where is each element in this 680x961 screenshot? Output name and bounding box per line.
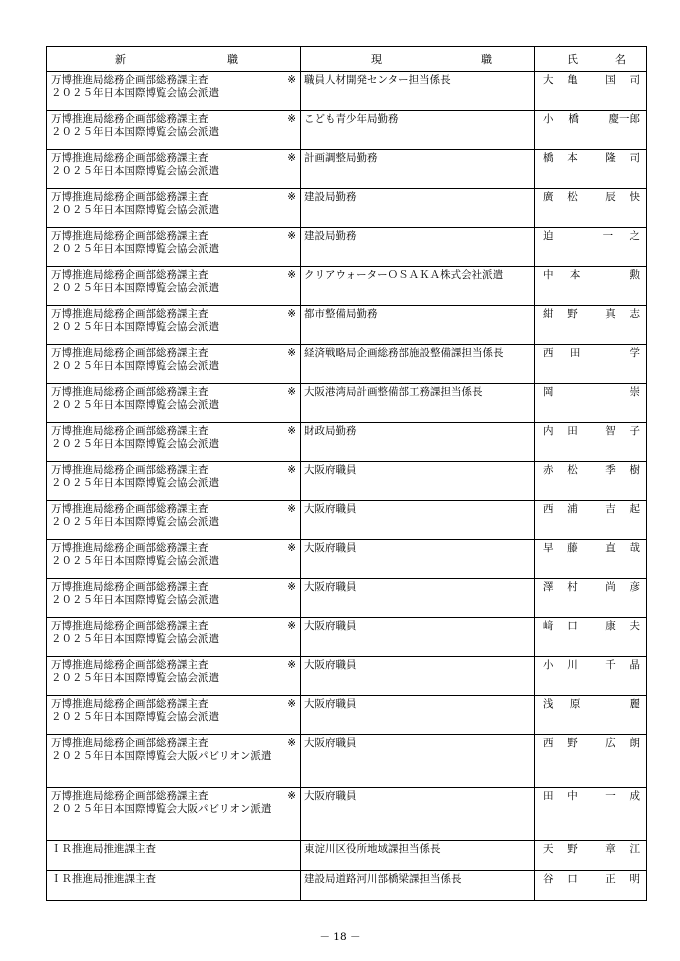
name-char: 子 — [629, 425, 640, 437]
note-mark: ※ — [287, 347, 296, 359]
new-position-line1: 万博推進局総務企画部総務課主査 — [51, 386, 209, 398]
name-char: 千 — [605, 659, 616, 671]
name-cell — [535, 72, 647, 111]
name-char: 野 — [567, 308, 578, 320]
name-char: 橋 — [543, 152, 554, 164]
new-position-line1: ＩＲ推進局推進課主査 — [51, 873, 156, 885]
new-position-line1: 万博推進局総務企画部総務課主査 — [51, 581, 209, 593]
name-char: 智 — [605, 425, 616, 437]
new-position-line2: ２０２５年日本国際博覧会協会派遣 — [51, 633, 219, 645]
name-char: 紺 — [543, 308, 554, 320]
name-char: 江 — [629, 843, 640, 855]
table-row — [47, 306, 647, 345]
name-char: 哉 — [629, 542, 640, 554]
name-char: 小 — [543, 659, 554, 671]
table-row — [47, 696, 647, 735]
name-char: 小 — [543, 113, 554, 125]
note-mark: ※ — [287, 230, 296, 242]
current-position-cell: 大阪府職員 — [301, 618, 535, 657]
name-char: 廣 — [543, 191, 554, 203]
name-cell — [535, 871, 647, 901]
table-row — [47, 462, 647, 501]
name-char: 中 — [567, 790, 578, 802]
name-cell — [535, 267, 647, 306]
name-char: 司 — [629, 74, 640, 86]
name-char: 真 — [605, 308, 616, 320]
new-position-line1: 万博推進局総務企画部総務課主査 — [51, 542, 209, 554]
name-cell — [535, 462, 647, 501]
new-position-line2: ２０２５年日本国際博覧会協会派遣 — [51, 477, 219, 489]
new-position-cell — [47, 111, 301, 150]
new-position-cell — [47, 696, 301, 735]
current-position-cell: 大阪府職員 — [301, 540, 535, 579]
new-position-cell — [47, 579, 301, 618]
new-position-line1: 万博推進局総務企画部総務課主査 — [51, 74, 209, 86]
name-char: 一 — [605, 790, 616, 802]
name-cell — [535, 735, 647, 788]
name-char: 之 — [629, 230, 640, 242]
table-row — [47, 72, 647, 111]
name-char: 田 — [543, 790, 554, 802]
new-position-cell — [47, 306, 301, 345]
current-position-cell: 財政局勤務 — [301, 423, 535, 462]
table-row — [47, 267, 647, 306]
note-mark: ※ — [287, 269, 296, 281]
new-position-line1: 万博推進局総務企画部総務課主査 — [51, 659, 209, 671]
name-char: 章 — [605, 843, 616, 855]
new-position-line2: ２０２５年日本国際博覧会協会派遣 — [51, 672, 219, 684]
new-position-cell — [47, 384, 301, 423]
name-char: 国 — [605, 74, 616, 86]
new-position-line1: 万博推進局総務企画部総務課主査 — [51, 308, 209, 320]
current-position-cell: 職員人材開発センター担当係長 — [301, 72, 535, 111]
new-position-line2: ２０２５年日本国際博覧会大阪パビリオン派遣 — [51, 803, 272, 815]
name-char: 早 — [543, 542, 554, 554]
name-char: 野 — [567, 737, 578, 749]
name-cell — [535, 618, 647, 657]
name-char: 亀 — [567, 74, 578, 86]
name-char: 西 — [543, 347, 554, 359]
table-row — [47, 871, 647, 901]
new-position-line1: 万博推進局総務企画部総務課主査 — [51, 737, 209, 749]
name-char: 口 — [567, 620, 578, 632]
header-new-position: 新 職 — [47, 47, 301, 72]
name-char: 中 — [543, 269, 554, 281]
page-number: － 18 － — [319, 931, 361, 943]
name-char: 大 — [543, 74, 554, 86]
name-char: 樹 — [629, 464, 640, 476]
new-position-line2: ２０２５年日本国際博覧会協会派遣 — [51, 243, 219, 255]
new-position-line1: 万博推進局総務企画部総務課主査 — [51, 191, 209, 203]
name-cell — [535, 579, 647, 618]
table-row — [47, 150, 647, 189]
new-position-line1: 万博推進局総務企画部総務課主査 — [51, 113, 209, 125]
current-position-cell: 建設局勤務 — [301, 189, 535, 228]
table-row — [47, 189, 647, 228]
new-position-cell — [47, 871, 301, 901]
new-position-cell — [47, 228, 301, 267]
note-mark: ※ — [287, 113, 296, 125]
new-position-line2: ２０２５年日本国際博覧会協会派遣 — [51, 711, 219, 723]
name-char: 学 — [629, 347, 640, 359]
table-row — [47, 618, 647, 657]
name-char: 橋 — [568, 113, 579, 125]
table-row — [47, 228, 647, 267]
new-position-line2: ２０２５年日本国際博覧会協会派遣 — [51, 282, 219, 294]
note-mark: ※ — [287, 737, 296, 749]
new-position-line2: ２０２５年日本国際博覧会協会派遣 — [51, 516, 219, 528]
new-position-cell — [47, 462, 301, 501]
new-position-line1: 万博推進局総務企画部総務課主査 — [51, 269, 209, 281]
new-position-line1: 万博推進局総務企画部総務課主査 — [51, 464, 209, 476]
note-mark: ※ — [287, 620, 296, 632]
new-position-line2: ２０２５年日本国際博覧会協会派遣 — [51, 165, 219, 177]
name-char: 直 — [605, 542, 616, 554]
current-position-cell: 大阪府職員 — [301, 735, 535, 788]
current-position-cell: 大阪港湾局計画整備部工務課担当係長 — [301, 384, 535, 423]
note-mark: ※ — [287, 191, 296, 203]
name-char: 本 — [567, 152, 578, 164]
name-char: 晶 — [629, 659, 640, 671]
current-position-cell: クリアウォーターＯＳＡＫＡ株式会社派遣 — [301, 267, 535, 306]
name-char: 勲 — [629, 269, 640, 281]
name-char: 尚 — [605, 581, 616, 593]
note-mark: ※ — [287, 464, 296, 476]
name-char: 辰 — [605, 191, 616, 203]
name-char: 広 — [605, 737, 616, 749]
table-row — [47, 657, 647, 696]
note-mark: ※ — [287, 425, 296, 437]
note-mark: ※ — [287, 581, 296, 593]
new-position-cell — [47, 150, 301, 189]
name-cell — [535, 345, 647, 384]
header-name: 氏 名 — [535, 47, 647, 72]
name-char: 浦 — [567, 503, 578, 515]
note-mark: ※ — [287, 74, 296, 86]
name-char: 野 — [567, 843, 578, 855]
new-position-line1: 万博推進局総務企画部総務課主査 — [51, 790, 209, 802]
new-position-cell — [47, 345, 301, 384]
name-char: 﨑 — [543, 620, 554, 632]
name-char: 赤 — [543, 464, 554, 476]
name-char: 一 — [602, 230, 614, 242]
new-position-line1: 万博推進局総務企画部総務課主査 — [51, 620, 209, 632]
note-mark: ※ — [287, 308, 296, 320]
name-char: 成 — [629, 790, 640, 802]
note-mark: ※ — [287, 152, 296, 164]
new-position-cell — [47, 423, 301, 462]
current-position-cell: 大阪府職員 — [301, 579, 535, 618]
header-row — [47, 47, 647, 72]
new-position-line1: 万博推進局総務企画部総務課主査 — [51, 698, 209, 710]
name-char: 松 — [567, 464, 578, 476]
current-position-cell: 大阪府職員 — [301, 657, 535, 696]
note-mark: ※ — [287, 790, 296, 802]
new-position-line1: 万博推進局総務企画部総務課主査 — [51, 425, 209, 437]
name-char: 澤 — [543, 581, 554, 593]
note-mark: ※ — [287, 503, 296, 515]
new-position-cell — [47, 189, 301, 228]
name-char: 谷 — [543, 873, 554, 885]
name-cell — [535, 189, 647, 228]
new-position-line1: 万博推進局総務企画部総務課主査 — [51, 152, 209, 164]
name-cell — [535, 228, 647, 267]
new-position-line2: ２０２５年日本国際博覧会協会派遣 — [51, 360, 219, 372]
new-position-cell — [47, 618, 301, 657]
name-char: 季 — [605, 464, 616, 476]
new-position-cell — [47, 841, 301, 871]
personnel-table — [46, 46, 647, 901]
header-current-position: 現 職 — [301, 47, 535, 72]
name-cell — [535, 696, 647, 735]
current-position-cell: 大阪府職員 — [301, 788, 535, 841]
name-cell — [535, 788, 647, 841]
name-char: 原 — [569, 698, 581, 710]
name-cell — [535, 150, 647, 189]
table-row — [47, 345, 647, 384]
new-position-line2: ２０２５年日本国際博覧会協会派遣 — [51, 399, 219, 411]
table-row — [47, 841, 647, 871]
new-position-line2: ２０２５年日本国際博覧会協会派遣 — [51, 204, 219, 216]
current-position-cell: 建設局勤務 — [301, 228, 535, 267]
note-mark: ※ — [287, 542, 296, 554]
new-position-cell — [47, 540, 301, 579]
name-char: 天 — [543, 843, 554, 855]
current-position-cell: 経済戦略局企画総務部施設整備課担当係長 — [301, 345, 535, 384]
name-cell — [535, 540, 647, 579]
name-char: 隆 — [605, 152, 616, 164]
new-position-cell — [47, 267, 301, 306]
new-position-line1: ＩＲ推進局推進課主査 — [51, 843, 156, 855]
current-position-cell: 東淀川区役所地域課担当係長 — [301, 841, 535, 871]
new-position-line2: ２０２５年日本国際博覧会協会派遣 — [51, 438, 219, 450]
name-char: 藤 — [567, 542, 578, 554]
new-position-line2: ２０２５年日本国際博覧会協会派遣 — [51, 87, 219, 99]
name-char: 本 — [569, 269, 581, 281]
table-row — [47, 384, 647, 423]
table-row — [47, 423, 647, 462]
name-char: 迫 — [543, 230, 554, 242]
name-char: 田 — [569, 347, 581, 359]
current-position-cell: 都市整備局勤務 — [301, 306, 535, 345]
name-char: 村 — [567, 581, 578, 593]
name-char: 崇 — [629, 386, 640, 398]
name-cell — [535, 501, 647, 540]
name-char: 朗 — [629, 737, 640, 749]
current-position-cell: 大阪府職員 — [301, 696, 535, 735]
table-row — [47, 579, 647, 618]
current-position-cell: 建設局道路河川部橋梁課担当係長 — [301, 871, 535, 901]
table-row — [47, 788, 647, 841]
new-position-cell — [47, 501, 301, 540]
table-row — [47, 540, 647, 579]
name-char: 司 — [629, 152, 640, 164]
new-position-line2: ２０２５年日本国際博覧会協会派遣 — [51, 555, 219, 567]
name-char: 明 — [629, 873, 640, 885]
table-row — [47, 501, 647, 540]
name-cell — [535, 657, 647, 696]
name-char: 慶一郎 — [608, 113, 640, 125]
name-cell — [535, 841, 647, 871]
new-position-line2: ２０２５年日本国際博覧会協会派遣 — [51, 126, 219, 138]
name-char: 松 — [567, 191, 578, 203]
name-char: 田 — [567, 425, 578, 437]
name-char: 彦 — [629, 581, 640, 593]
name-char: 口 — [567, 873, 578, 885]
name-char: 内 — [543, 425, 554, 437]
name-char: 快 — [629, 191, 640, 203]
name-char: 川 — [567, 659, 578, 671]
current-position-cell: 大阪府職員 — [301, 462, 535, 501]
name-char: 西 — [543, 737, 554, 749]
name-char: 岡 — [543, 386, 554, 398]
name-char: 吉 — [605, 503, 616, 515]
new-position-line2: ２０２５年日本国際博覧会協会派遣 — [51, 594, 219, 606]
name-char: 夫 — [629, 620, 640, 632]
new-position-cell — [47, 72, 301, 111]
new-position-line1: 万博推進局総務企画部総務課主査 — [51, 503, 209, 515]
name-char: 麗 — [629, 698, 640, 710]
new-position-line2: ２０２５年日本国際博覧会大阪パビリオン派遣 — [51, 750, 272, 762]
table-row — [47, 735, 647, 788]
current-position-cell: 大阪府職員 — [301, 501, 535, 540]
name-cell — [535, 306, 647, 345]
name-char: 西 — [543, 503, 554, 515]
name-char: 正 — [605, 873, 616, 885]
new-position-line2: ２０２５年日本国際博覧会協会派遣 — [51, 321, 219, 333]
name-cell — [535, 111, 647, 150]
table-row — [47, 111, 647, 150]
new-position-cell — [47, 657, 301, 696]
new-position-cell — [47, 788, 301, 841]
new-position-line1: 万博推進局総務企画部総務課主査 — [51, 347, 209, 359]
name-char: 康 — [605, 620, 616, 632]
name-char: 志 — [629, 308, 640, 320]
note-mark: ※ — [287, 698, 296, 710]
current-position-cell: こども青少年局勤務 — [301, 111, 535, 150]
name-char: 起 — [629, 503, 640, 515]
name-cell — [535, 384, 647, 423]
new-position-cell — [47, 735, 301, 788]
new-position-line1: 万博推進局総務企画部総務課主査 — [51, 230, 209, 242]
current-position-cell: 計画調整局勤務 — [301, 150, 535, 189]
name-cell — [535, 423, 647, 462]
name-char: 浅 — [543, 698, 554, 710]
note-mark: ※ — [287, 659, 296, 671]
note-mark: ※ — [287, 386, 296, 398]
